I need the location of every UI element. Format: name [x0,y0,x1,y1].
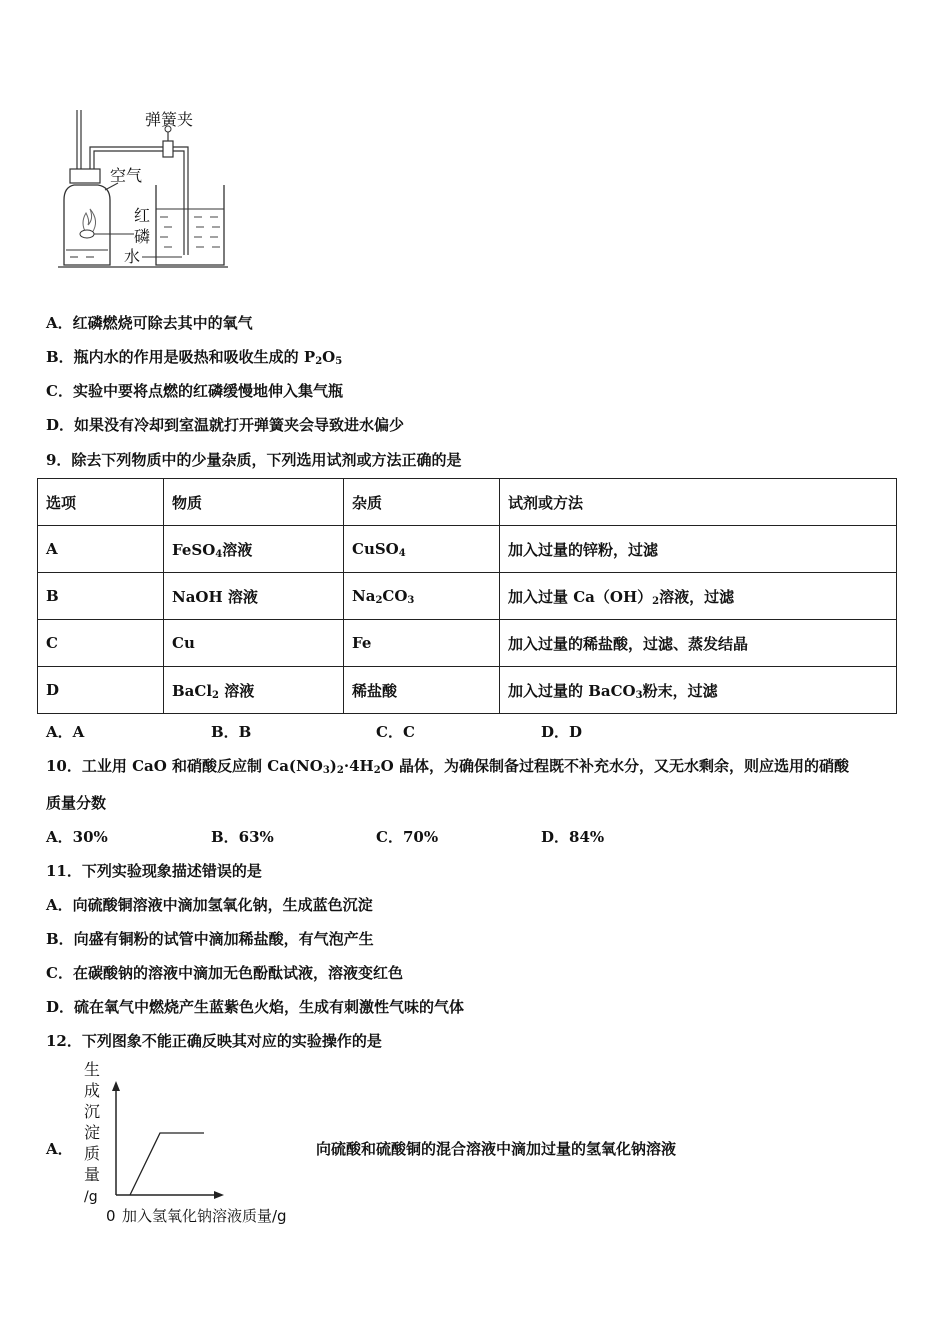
row-impurity: CuSO$_4$ [344,526,500,573]
y-label-char: 质 [84,1144,101,1163]
row-method: 加入过量的 BaCO$_3$粉末，过滤 [500,667,897,714]
clip-label: 弹簧夹 [145,110,194,129]
row-method: 加入过量的稀盐酸，过滤、蒸发结晶 [500,620,897,667]
y-label-char: /g [84,1189,98,1205]
row-substance: NaOH 溶液 [164,573,344,620]
row-substance: Cu [164,620,344,667]
q11-option-a: A．向硫酸铜溶液中滴加氢氧化钠，生成蓝色沉淀 [46,896,373,914]
q10-option-c: C．70% [376,828,439,846]
water-label: 水 [124,247,141,266]
x-axis-label: 加入氢氧化钠溶液质量/g [122,1207,287,1225]
row-substance: BaCl$_2$ 溶液 [164,667,344,714]
q9-option-d: D．D [541,723,583,741]
q10-stem-line2: 质量分数 [46,794,107,812]
table-row [38,573,897,620]
q8-option-d: D．如果没有冷却到室温就打开弹簧夹会导致进水偏少 [46,416,405,434]
y-axis-arrow-icon [112,1081,120,1091]
row-impurity: $Na_2CO_3$ [344,573,500,620]
header-impurity: 杂质 [344,479,500,526]
q12-option-label: A． [46,1140,73,1158]
table-header-row [38,479,897,526]
y-label-char: 淀 [84,1123,101,1142]
q11-stem: 11．下列实验现象描述错误的是 [46,862,262,880]
q9-table [37,478,897,714]
q8-option-b: B．瓶内水的作用是吸热和吸收生成的 $P_2O_5$ [46,348,343,367]
q8-option-c: C．实验中要将点燃的红磷缓慢地伸入集气瓶 [46,382,343,400]
q11-option-d: D．硫在氧气中燃烧产生蓝紫色火焰，生成有刺激性气味的气体 [46,998,465,1016]
table-row [38,526,897,573]
q10-option-b: B．63% [211,828,274,846]
table-row [38,667,897,714]
q11-option-b: B．向盛有铜粉的试管中滴加稀盐酸，有气泡产生 [46,930,374,948]
q9-option-a: A．A [46,723,85,741]
table-row [38,620,897,667]
phosphorus-label-2: 磷 [134,227,151,246]
q12-stem: 12．下列图象不能正确反映其对应的实验操作的是 [46,1032,382,1050]
q9-option-b: B．B [211,723,252,741]
q11-option-c: C．在碳酸钠的溶液中滴加无色酚酞试液，溶液变红色 [46,964,403,982]
q10-option-d: D．84% [541,828,605,846]
row-option: D [38,667,164,714]
y-label-char: 成 [84,1081,101,1100]
origin-label: 0 [106,1207,116,1225]
q10-option-a: A．30% [46,828,108,846]
spring-clip [163,141,173,157]
q10-stem: 10．工业用 CaO 和硝酸反应制 $Ca(NO_3)_2\cdot 4H_2O$ 晶体，为确保制备过程既不补充水分，又无水剩余，则应选用的硝酸 [46,757,849,776]
y-label-char: 量 [84,1165,101,1184]
q12-option-a-description: 向硫酸和硫酸铜的混合溶液中滴加过量的氢氧化钠溶液 [316,1140,677,1158]
row-option: B [38,573,164,620]
graph-line [130,1133,204,1195]
row-method: 加入过量 $Ca(OH)_2$溶液，过滤 [500,573,897,620]
row-substance: FeSO$_4$溶液 [164,526,344,573]
q12-graph [78,1055,318,1230]
q8-option-a: A．红磷燃烧可除去其中的氧气 [46,314,253,332]
header-method: 试剂或方法 [500,479,897,526]
q9-stem: 9．除去下列物质中的少量杂质，下列选用试剂或方法正确的是 [46,451,462,469]
apparatus-diagram [50,105,240,275]
air-label: 空气 [110,166,143,185]
y-label-char: 生 [84,1060,101,1079]
row-option: C [38,620,164,667]
row-impurity: 稀盐酸 [344,667,500,714]
header-substance: 物质 [164,479,344,526]
row-option: A [38,526,164,573]
y-label-char: 沉 [84,1102,101,1121]
row-method: 加入过量的锌粉，过滤 [500,526,897,573]
row-impurity: Fe [344,620,500,667]
q9-option-c: C．C [376,723,415,741]
phosphorus-label-1: 红 [134,206,151,225]
header-option: 选项 [38,479,164,526]
x-axis-arrow-icon [214,1191,224,1199]
